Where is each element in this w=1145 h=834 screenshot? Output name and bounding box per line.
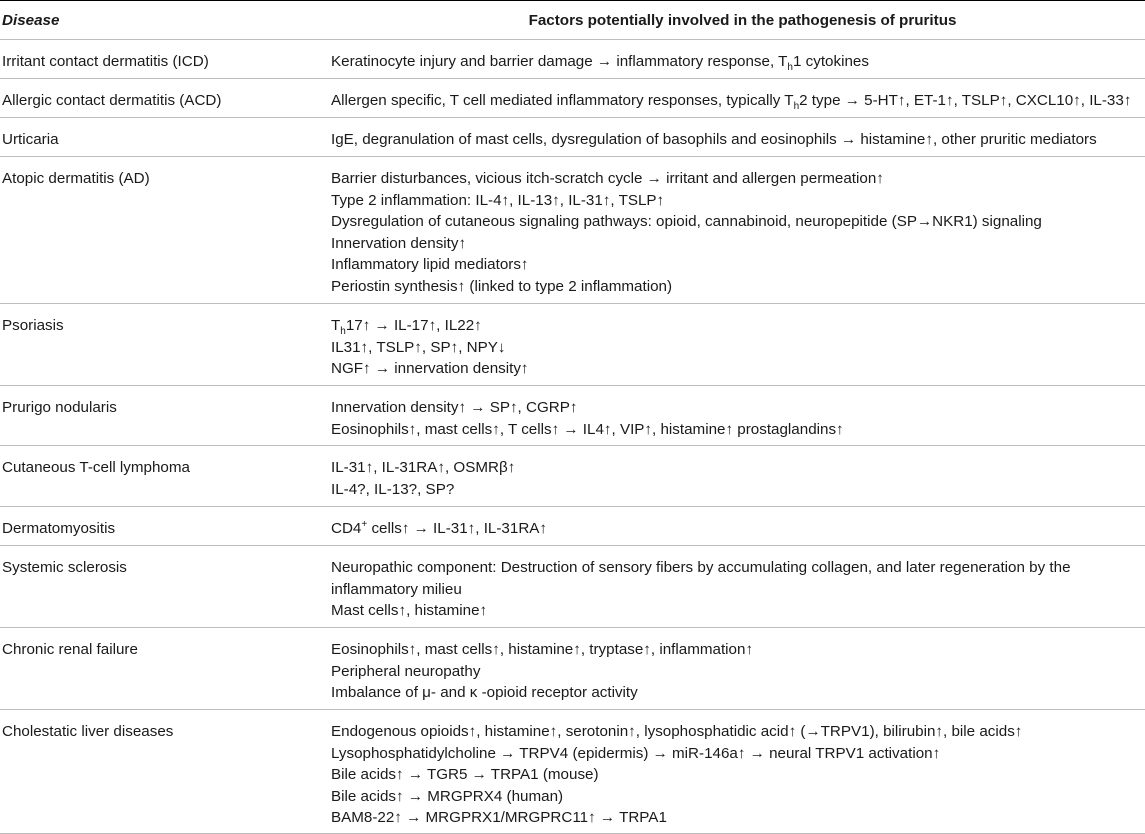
table-row	[0, 628, 1145, 710]
disease-cell: Prurigo nodularis	[2, 399, 117, 416]
factor-line: Type 2 inflammation: IL-4↑, IL-13↑, IL-31↑, TSLP↑	[331, 191, 665, 209]
factors-cell	[331, 518, 1145, 545]
factors-cell	[331, 315, 1145, 385]
header-disease: Disease	[2, 11, 60, 29]
factor-line: Allergen specific, T cell mediated inflammatory responses, typically $T_h2$ type → 5-HT↑, ET-1↑, TSLP↑, CXCL10↑, IL-33↑	[331, 92, 1132, 113]
disease-cell: Psoriasis	[2, 317, 64, 334]
table-row	[0, 79, 1145, 118]
table-row	[0, 546, 1145, 628]
factors-cell	[331, 639, 1145, 709]
factor-line: IgE, degranulation of mast cells, dysregulation of basophils and eosinophils → histamine↑, other pruritic mediators	[331, 131, 1097, 148]
factor-line: Eosinophils↑, mast cells↑, histamine↑, tryptase↑, inflammation↑	[331, 641, 754, 658]
factors-cell	[331, 90, 1145, 117]
disease-cell: Allergic contact dermatitis (ACD)	[2, 92, 222, 109]
table-row	[0, 710, 1145, 834]
factor-line: Barrier disturbances, vicious itch-scratch cycle → irritant and allergen permeation↑	[331, 170, 884, 187]
factor-line: Imbalance of μ- and κ -opioid receptor activity	[331, 684, 638, 701]
table-row	[0, 304, 1145, 386]
table-row	[0, 386, 1145, 446]
factor-line: Bile acids↑ → MRGPRX4 (human)	[331, 787, 564, 805]
factors-cell	[331, 168, 1145, 303]
factor-line: Eosinophils↑, mast cells↑, T cells↑ → IL4↑, VIP↑, histamine↑ prostaglandins↑	[331, 420, 844, 438]
factor-line: Neuropathic component: Destruction of sensory fibers by accumulating collagen, and later regeneration by the inflammatory milieu	[331, 559, 1071, 598]
disease-cell: Chronic renal failure	[2, 641, 138, 658]
factor-line: Innervation density↑	[331, 234, 467, 252]
factor-line: Endogenous opioids↑, histamine↑, serotonin↑, lysophosphatidic acid↑ (→TRPV1), bilirubin↑, bile acids↑	[331, 723, 1023, 740]
disease-cell: Cholestatic liver diseases	[2, 723, 174, 740]
factor-line: IL-4?, IL-13?, SP?	[331, 480, 455, 498]
disease-cell: Urticaria	[2, 131, 59, 148]
table-header	[0, 1, 1145, 40]
disease-cell: Atopic dermatitis (AD)	[2, 170, 150, 187]
disease-cell: Systemic sclerosis	[2, 559, 127, 576]
factors-cell	[331, 721, 1145, 833]
factor-line: $T_h17↑$ → IL-17↑, IL22↑	[331, 317, 482, 338]
factor-line: Dysregulation of cutaneous signaling pathways: opioid, cannabinoid, neuropepitide (SP→NKR1) signaling	[331, 213, 1042, 230]
disease-cell: Irritant contact dermatitis (ICD)	[2, 53, 209, 70]
factors-cell	[331, 557, 1145, 627]
factors-cell	[331, 457, 1145, 506]
factor-line: Bile acids↑ → TGR5 → TRPA1 (mouse)	[331, 766, 599, 783]
factor-line: Mast cells↑, histamine↑	[331, 602, 488, 619]
table-row	[0, 40, 1145, 79]
factor-line: CD4+ cells↑ → IL-31↑, IL-31RA↑	[331, 518, 548, 537]
table-row	[0, 446, 1145, 507]
factor-line: Inflammatory lipid mediators↑	[331, 256, 529, 273]
table-row	[0, 507, 1145, 546]
factors-cell	[331, 51, 1145, 78]
factor-line: IL31↑, TSLP↑, SP↑, NPY↓	[331, 338, 506, 356]
factor-line: Lysophosphatidylcholine → TRPV4 (epidermis) → miR-146a↑ → neural TRPV1 activation↑	[331, 744, 941, 762]
factor-line: Innervation density↑ → SP↑, CGRP↑	[331, 399, 578, 416]
disease-cell: Dermatomyositis	[2, 520, 116, 537]
factors-cell	[331, 129, 1145, 156]
disease-cell: Cutaneous T-cell lymphoma	[2, 459, 190, 476]
factors-cell	[331, 397, 1145, 445]
factor-line: Keratinocyte injury and barrier damage → inflammatory response, $T_h1$ cytokines	[331, 53, 869, 74]
header-factors: Factors potentially involved in the pathogenesis of pruritus	[528, 11, 957, 29]
factor-line: BAM8-22↑ → MRGPRX1/MRGPRC11↑ → TRPA1	[331, 809, 667, 826]
factor-line: IL-31↑, IL-31RA↑, OSMRβ↑	[331, 459, 516, 476]
factor-line: Periostin synthesis↑ (linked to type 2 inflammation)	[331, 277, 673, 295]
factor-line: Peripheral neuropathy	[331, 662, 481, 680]
table-row	[0, 118, 1145, 157]
factor-line: NGF↑ → innervation density↑	[331, 360, 529, 377]
table-row	[0, 157, 1145, 304]
